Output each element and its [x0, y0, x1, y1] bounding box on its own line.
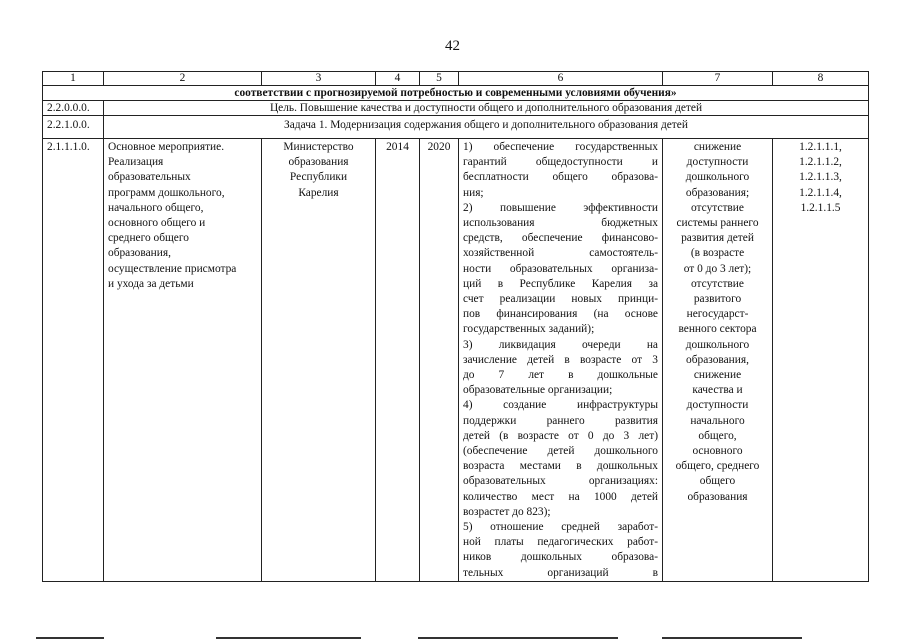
- executor-line: Республики: [289, 171, 348, 184]
- consequence-line: образования;: [685, 186, 750, 199]
- consequence-line: доступности: [686, 156, 749, 169]
- consequence-line: доступности: [686, 399, 749, 412]
- header-cell: 3: [262, 72, 376, 86]
- result-line: (обеспечение детей дошкольного: [463, 445, 658, 458]
- indicator-line: 1.2.1.1.3,: [799, 171, 842, 184]
- related-indicators: [773, 139, 869, 582]
- activity-title-line: начального общего,: [108, 201, 204, 214]
- consequence-line: образования: [687, 490, 748, 503]
- responsible-executor: [262, 139, 376, 582]
- consequence-line: качества и: [692, 384, 743, 397]
- scan-artifact-line: [662, 637, 802, 639]
- result-line: ности образовательных организа-: [463, 262, 658, 275]
- consequence-line: венного сектора: [678, 323, 757, 336]
- result-line: государственных заданий);: [463, 323, 595, 336]
- result-line: возраста местами в дошкольных: [463, 460, 658, 473]
- scan-artifact-line: [216, 637, 361, 639]
- consequence-line: отсутствие: [691, 201, 744, 214]
- consequence-line: развития детей: [681, 232, 754, 245]
- scan-artifact-line: [36, 637, 104, 639]
- activity-code: 2.1.1.1.0.: [43, 139, 104, 582]
- end-year: 2020: [420, 139, 459, 582]
- result-line: ния;: [463, 186, 484, 199]
- consequence-line: отсутствие: [691, 277, 744, 290]
- result-line: образовательных организациях:: [463, 475, 658, 488]
- result-line: хозяйственной самостоятель-: [463, 247, 658, 260]
- start-year: 2014: [376, 139, 420, 582]
- result-line: ной платы педагогических работ-: [463, 536, 658, 549]
- indicator-line: 1.2.1.1.2,: [799, 156, 842, 169]
- result-line: счет реализации новых принци-: [463, 293, 658, 306]
- result-line: ников дошкольных образова-: [463, 551, 658, 564]
- consequence-line: дошкольного: [685, 171, 750, 184]
- result-line: гарантий общедоступности и: [463, 156, 658, 169]
- consequence-line: общего, среднего: [675, 460, 760, 473]
- task-row: [43, 116, 869, 139]
- executor-line: образования: [288, 156, 349, 169]
- result-line: возрастет до 823);: [463, 505, 551, 518]
- activity-row: [43, 139, 869, 582]
- consequence-line: основного: [692, 445, 743, 458]
- continuation-row: [43, 86, 869, 101]
- activity-title-line: образовательных: [108, 171, 191, 184]
- goal-row: [43, 101, 869, 116]
- consequence-line: образования,: [686, 353, 749, 366]
- header-cell: 5: [420, 72, 459, 86]
- result-line: образовательные организации;: [463, 384, 613, 397]
- header-cell: 1: [43, 72, 104, 86]
- continuation-text: соответствии с прогнозируемой потребностью и современными условиями обучения»: [43, 86, 869, 101]
- header-row: [43, 72, 869, 86]
- goal-code: 2.2.0.0.0.: [43, 101, 104, 116]
- scan-artifact-line: [418, 637, 618, 639]
- consequence-line: (в возрасте: [690, 247, 745, 260]
- task-code: 2.2.1.0.0.: [43, 116, 104, 139]
- result-line: 1) обеспечение государственных: [463, 141, 658, 153]
- consequence-line: от 0 до 3 лет);: [683, 262, 752, 275]
- consequence-line: снижение: [693, 369, 742, 382]
- result-line: зачисление детей в возрасте от 3: [463, 353, 658, 366]
- result-line: 4) создание инфраструктуры: [463, 399, 658, 412]
- result-line: использования бюджетных: [463, 217, 658, 230]
- consequence-line: развитого: [693, 293, 742, 306]
- consequence-line: общего,: [698, 429, 737, 442]
- result-line: поддержки раннего развития: [463, 414, 658, 427]
- activity-title-line: среднего общего: [108, 232, 189, 245]
- consequence-line: снижение: [693, 141, 742, 153]
- indicator-line: 1.2.1.1.5: [800, 201, 841, 214]
- result-line: количество мест на 1000 детей: [463, 490, 658, 503]
- task-text: Задача 1. Модернизация содержания общего и дополнительного образования детей: [104, 116, 869, 139]
- header-cell: 8: [773, 72, 869, 86]
- activity-title-line: Основное мероприятие.: [108, 141, 225, 153]
- consequence-line: системы раннего: [676, 217, 759, 230]
- indicator-line: 1.2.1.1.4,: [799, 186, 842, 199]
- consequence-line: негосударст-: [686, 308, 749, 321]
- result-line: бесплатности общего образова-: [463, 171, 658, 184]
- header-cell: 2: [104, 72, 262, 86]
- consequences-of-non-implementation: [663, 139, 773, 582]
- result-line: 3) ликвидация очереди на: [463, 338, 658, 351]
- activity-title-line: основного общего и: [108, 217, 206, 230]
- consequence-line: начального: [690, 414, 745, 427]
- header-cell: 4: [376, 72, 420, 86]
- activity-title-line: и ухода за детьми: [108, 277, 194, 290]
- executor-line: Министерство: [283, 141, 354, 153]
- result-line: 5) отношение средней заработ-: [463, 521, 658, 534]
- header-cell: 6: [459, 72, 663, 86]
- activity-title-line: образования,: [108, 247, 171, 260]
- goal-text: Цель. Повышение качества и доступности общего и дополнительного образования детей: [104, 101, 869, 116]
- program-table: [42, 71, 869, 582]
- activity-title-line: Реализация: [108, 156, 164, 169]
- executor-line: Карелия: [298, 186, 339, 199]
- result-line: ций в Республике Карелия за: [463, 277, 658, 290]
- result-line: средств, обеспечение финансово-: [463, 232, 658, 245]
- result-line: 2) повышение эффективности: [463, 201, 658, 214]
- result-line: тельных организаций в: [463, 566, 658, 579]
- consequence-line: дошкольного: [685, 338, 750, 351]
- result-line: детей (в возрасте от 0 до 3 лет): [463, 429, 658, 442]
- expected-results: [459, 139, 663, 582]
- activity-title: [104, 139, 262, 582]
- header-cell: 7: [663, 72, 773, 86]
- activity-title-line: осуществление присмотра: [108, 262, 237, 275]
- activity-title-line: программ дошкольного,: [108, 186, 225, 199]
- consequence-line: общего: [699, 475, 736, 488]
- result-line: пов финансирования (на основе: [463, 308, 658, 321]
- result-line: до 7 лет в дошкольные: [463, 369, 658, 382]
- indicator-line: 1.2.1.1.1,: [799, 141, 842, 153]
- page-number: 42: [445, 38, 460, 54]
